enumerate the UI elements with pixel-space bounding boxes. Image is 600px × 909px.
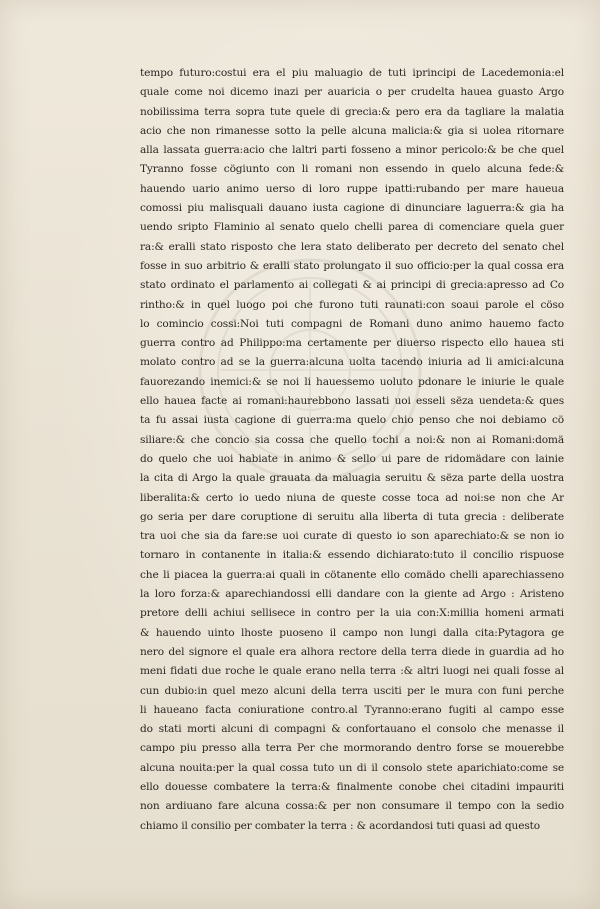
text-line: meni fidati due roche le quale erano nella terra :& altri luogi nei quali fosse al bbox=[140, 665, 564, 678]
text-line: rintho:& in quel luogo poi che furono tuti raunati:con soaui parole el cöso bbox=[140, 298, 564, 311]
text-line: stato ordinato el parlamento ai collegati & ai principi di grecia:apresso ad Co bbox=[140, 279, 564, 292]
text-line: ta fu assai iusta cagione di guerra:ma quelo chio penso che noi debiamo cö bbox=[140, 414, 564, 427]
text-line: li haueano facta coniuratione contro.al Tyranno:erano fugiti al campo esse bbox=[140, 703, 564, 716]
text-line: comossi piu malisquali dauano iusta cagione di dinunciare laguerra:& gia ha bbox=[140, 202, 564, 215]
text-line: siliare:& che concio sia cossa che quello tochi a noi:& non ai Romani:domä bbox=[140, 433, 564, 446]
text-line: uendo sripto Flaminio al senato quelo chelli parea di comenciare quela guer bbox=[140, 221, 564, 234]
text-line: molato contro ad se la guerra:alcuna uolta tacendo iniuria ad li amici:alcuna bbox=[140, 356, 564, 369]
text-line: che li piacea la guerra:ai quali in cötanente ello comädo chelli aparechiasseno bbox=[140, 568, 564, 581]
text-line: & hauendo uinto lhoste puoseno il campo non lungi dalla cita:Pytagora ge bbox=[140, 626, 564, 639]
text-line: guerra contro ad Philippo:ma certamente per diuerso rispecto ello hauea sti bbox=[140, 337, 564, 350]
text-line: alcuna nouita:per la qual cossa tuto un di il consolo stete aparichiato:come se bbox=[140, 761, 564, 774]
text-line: fosse in suo arbitrio & eralli stato prolungato il suo officio:per la qual cossa era bbox=[140, 259, 564, 272]
text-line: non ardiuano fare alcuna cossa:& per non consumare il tempo con la sedio bbox=[140, 800, 564, 813]
text-line: nobilissima terra sopra tute quele di grecia:& pero era da tagliare la malatia bbox=[140, 105, 564, 118]
text-line: quale come noi dicemo inazi per auaricia o per crudelta hauea guasto Argo bbox=[140, 86, 564, 99]
text-line: Tyranno fosse cögiunto con li romani non essendo in quelo alcuna fede:& bbox=[140, 163, 564, 176]
text-line: tra uoi che sia da fare:se uoi curate di questo io son aparechiato:& se non io bbox=[140, 530, 564, 543]
text-line: chiamo il consilio per combater la terra : & acordandosi tuti quasi ad questo bbox=[140, 819, 540, 832]
text-line: go seria per dare coruptione di seruitu alla liberta di tuta grecia : deliberate bbox=[140, 510, 564, 523]
text-line: ello douesse combatere la terra:& finalmente conobe chei citadini impauriti bbox=[140, 780, 564, 793]
text-line: la loro forza:& aparechiandossi elli dandare con la giente ad Argo : Aristeno bbox=[140, 588, 564, 601]
text-line: nero del signore el quale era alhora rectore della terra diede in guardia ad ho bbox=[140, 645, 564, 658]
text-line: ra:& eralli stato risposto che lera stato deliberato per decreto del senato chel bbox=[140, 240, 564, 253]
text-line: do quelo che uoi habiate in animo & sello ui pare de ridomädare con lainie bbox=[140, 452, 564, 465]
text-line: liberalita:& certo io uedo niuna de queste cosse toca ad noi:se non che Ar bbox=[140, 491, 564, 504]
text-line: fauorezando inemici:& se noi li hauessemo uoluto pdonare le iniurie le quale bbox=[140, 375, 564, 388]
text-line: la cita di Argo la quale grauata da maluagia seruitu & sëza parte della uostra bbox=[140, 472, 564, 485]
text-line: ello hauea facte ai romani:haurebbono lassati uoi esseli sëza uendeta:& ques bbox=[140, 395, 564, 408]
text-line: do stati morti alcuni di compagni & confortauano el consolo che menasse il bbox=[140, 723, 564, 736]
text-line: tempo futuro:costui era el piu maluagio de tuti iprincipi de Lacedemonia:el bbox=[140, 67, 564, 79]
text-line: cun dubio:in quel mezo alcuni della terra usciti per le mura con funi perche bbox=[140, 684, 564, 697]
text-line: lo comincio cossi:Noi tuti compagni de Romani duno animo hauemo facto bbox=[140, 317, 564, 330]
text-line: hauendo uario animo uerso di loro ruppe ipatti:rubando per mare haueua bbox=[140, 182, 564, 195]
text-line: tornaro in contanente in italia:& essendo dichiarato:tuto il concilio rispuose bbox=[140, 549, 564, 562]
text-line: alla lassata guerra:acio che laltri parti fosseno a minor pericolo:& be che quel bbox=[140, 144, 564, 157]
body-text bbox=[140, 64, 564, 836]
text-line: campo piu presso alla terra Per che mormorando dentro forse se mouerebbe bbox=[140, 742, 564, 755]
text-line: acio che non rimanesse sotto la pelle alcuna malicia:& gia si uolea ritornare bbox=[140, 124, 564, 137]
text-line: pretore delli achiui sellisece in contro per la uia con:X:millia homeni armati bbox=[140, 607, 564, 620]
